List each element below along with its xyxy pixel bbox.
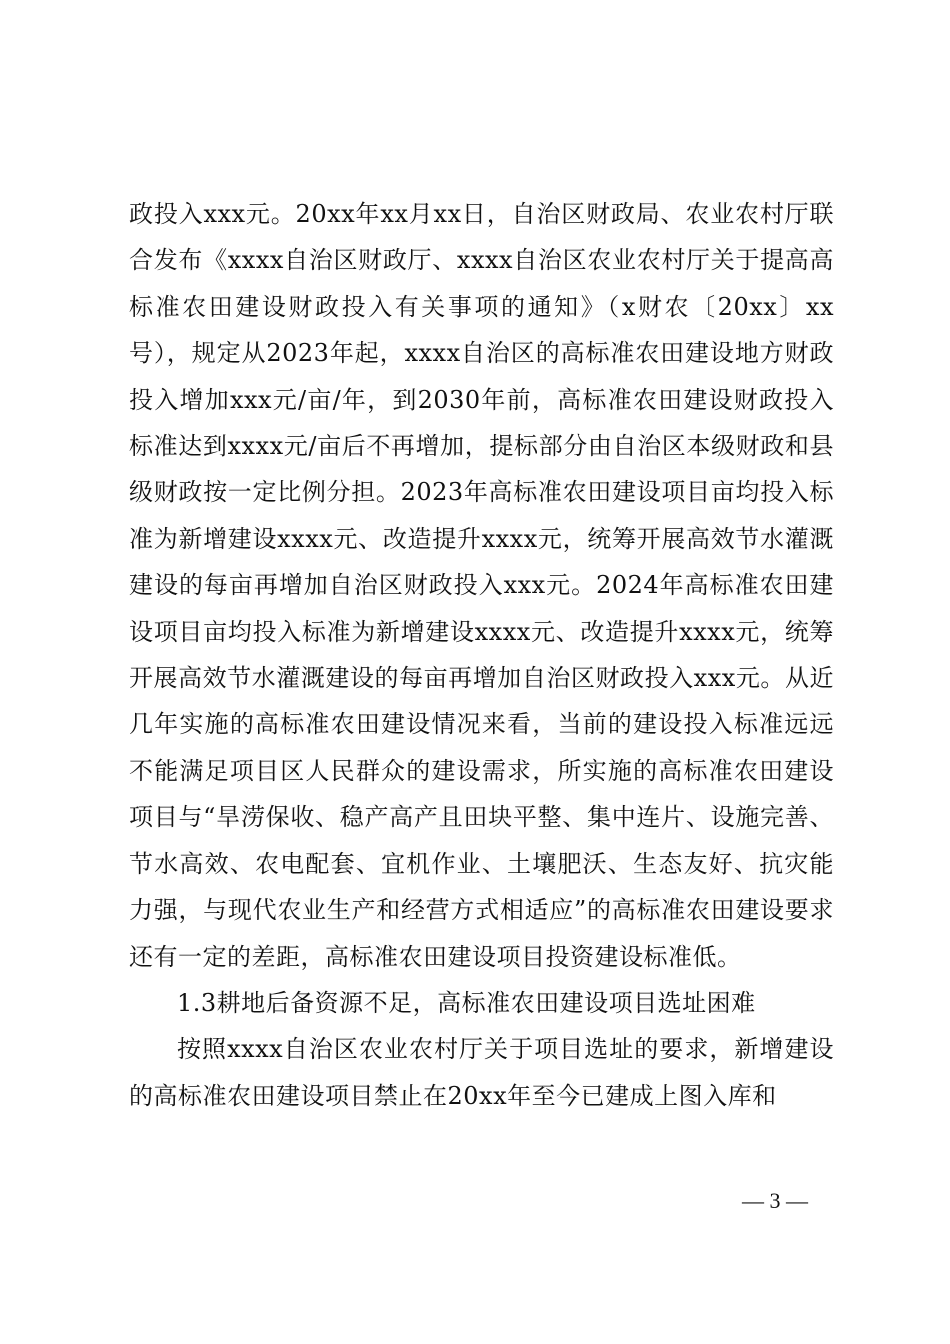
section-heading: 1.3耕地后备资源不足，高标准农田建设项目选址困难 <box>177 988 756 1017</box>
page-number: — 3 — <box>742 1188 808 1213</box>
paragraph: 按照xxxx自治区农业农村厅关于项目选址的要求，新增建设的高标准农田建设项目禁止在20xx年至今已建成上图入库和 <box>129 1035 834 1110</box>
paragraph-continued: 政投入xxx元。20xx年xx月xx日，自治区财政局、农业农村厅联合发布《xxxx自治区财政厅、xxxx自治区农业农村厅关于提高高标准农田建设财政投入有关事项的通知》（x财农〔20xx〕xx号），规定从2023年起，xxxx自治区的高标准农田建设地方财政投入增加xxx元/亩/年，到2030年前，高标准农田建设财政投入标准达到xxxx元/亩后不再增加，提标部分由自治区本级财政和县级财政按一定比例分担。2023年高标准农田建设项目亩均投入标准为新增建设xxxx元、改造提升xxxx元，统筹开展高效节水灌溉建设的每亩再增加自治区财政投入xxx元。2024年高标准农田建设项目亩均投入标准为新增建设xxxx元、改造提升xxxx元，统筹开展高效节水灌溉建设的每亩再增加自治区财政投入xxx元。从近几年实施的高标准农田建设情况来看，当前的建设投入标准远远不能满足项目区人民群众的建设需求，所实施的高标准农田建设项目与“旱涝保收、稳产高产且田块平整、集中连片、设施完善、节水高效、农电配套、宜机作业、土壤肥沃、生态友好、抗灾能力强，与现代农业生产和经营方式相适应”的高标准农田建设要求还有一定的差距，高标准农田建设项目投资建设标准低。 <box>129 200 834 971</box>
body-text <box>129 191 834 1119</box>
